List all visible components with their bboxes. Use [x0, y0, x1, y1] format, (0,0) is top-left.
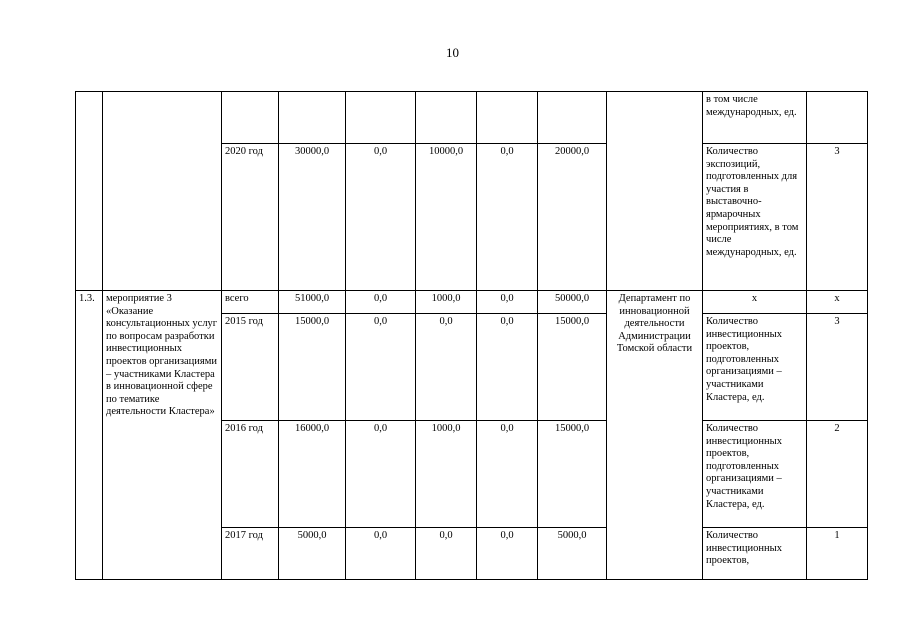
table-row — [76, 92, 868, 144]
funding-cell: 1000,0 — [416, 291, 477, 314]
page-number: 10 — [446, 45, 459, 60]
indicator-cell: Количество инвестиционных проектов, — [703, 528, 807, 580]
year-cell: 2020 год — [222, 144, 279, 291]
indicator-value-cell: х — [807, 291, 868, 314]
indicator-value-cell: 2 — [807, 421, 868, 528]
year-cell: 2016 год — [222, 421, 279, 528]
number-cell — [76, 92, 103, 291]
total-cell — [279, 92, 346, 144]
funding-cell: 0,0 — [346, 144, 416, 291]
indicator-value-cell: 3 — [807, 314, 868, 421]
funding-cell: 15000,0 — [538, 421, 607, 528]
total-cell: 30000,0 — [279, 144, 346, 291]
funding-cell: 0,0 — [346, 528, 416, 580]
indicator-value-cell: 1 — [807, 528, 868, 580]
indicator-value-cell — [807, 92, 868, 144]
funding-cell: 0,0 — [477, 421, 538, 528]
funding-cell: 5000,0 — [538, 528, 607, 580]
item-name: мероприятие 3 «Оказание консультационных услуг по вопросам разработки инвестиционных проектов организациями – участниками Кластера в инновационной сфере по тематике деятельности Кластера» — [103, 291, 222, 580]
indicator-cell: х — [703, 291, 807, 314]
funding-cell: 0,0 — [477, 528, 538, 580]
executor-cell — [607, 92, 703, 291]
item-number: 1.3. — [76, 291, 103, 580]
funding-cell: 0,0 — [477, 291, 538, 314]
funding-cell: 0,0 — [477, 144, 538, 291]
funding-cell: 15000,0 — [538, 314, 607, 421]
name-cell — [103, 92, 222, 291]
funding-cell — [477, 92, 538, 144]
total-cell: 51000,0 — [279, 291, 346, 314]
funding-cell: 0,0 — [416, 314, 477, 421]
indicator-cell: Количество инвестиционных проектов, подготовленных организациями – участниками Кластера, ед. — [703, 314, 807, 421]
funding-cell: 0,0 — [346, 291, 416, 314]
funding-cell: 50000,0 — [538, 291, 607, 314]
table-row — [76, 291, 868, 314]
executor-cell: Департамент по инновационной деятельности Администрации Томской области — [607, 291, 703, 580]
funding-cell — [538, 92, 607, 144]
funding-cell: 10000,0 — [416, 144, 477, 291]
indicator-cell: в том числе международных, ед. — [703, 92, 807, 144]
funding-cell: 0,0 — [346, 314, 416, 421]
funding-cell: 0,0 — [346, 421, 416, 528]
year-cell — [222, 92, 279, 144]
total-cell: 5000,0 — [279, 528, 346, 580]
total-cell: 16000,0 — [279, 421, 346, 528]
year-cell: 2017 год — [222, 528, 279, 580]
year-cell: 2015 год — [222, 314, 279, 421]
indicator-cell: Количество инвестиционных проектов, подготовленных организациями – участниками Кластера, ед. — [703, 421, 807, 528]
program-table — [75, 91, 868, 580]
funding-cell — [346, 92, 416, 144]
year-cell: всего — [222, 291, 279, 314]
indicator-value-cell: 3 — [807, 144, 868, 291]
funding-cell: 1000,0 — [416, 421, 477, 528]
indicator-cell: Количество экспозиций, подготовленных для участия в выставочно-ярмарочных мероприятиях, в том числе международных, ед. — [703, 144, 807, 291]
funding-cell: 0,0 — [416, 528, 477, 580]
funding-cell: 0,0 — [477, 314, 538, 421]
funding-cell — [416, 92, 477, 144]
funding-cell: 20000,0 — [538, 144, 607, 291]
total-cell: 15000,0 — [279, 314, 346, 421]
